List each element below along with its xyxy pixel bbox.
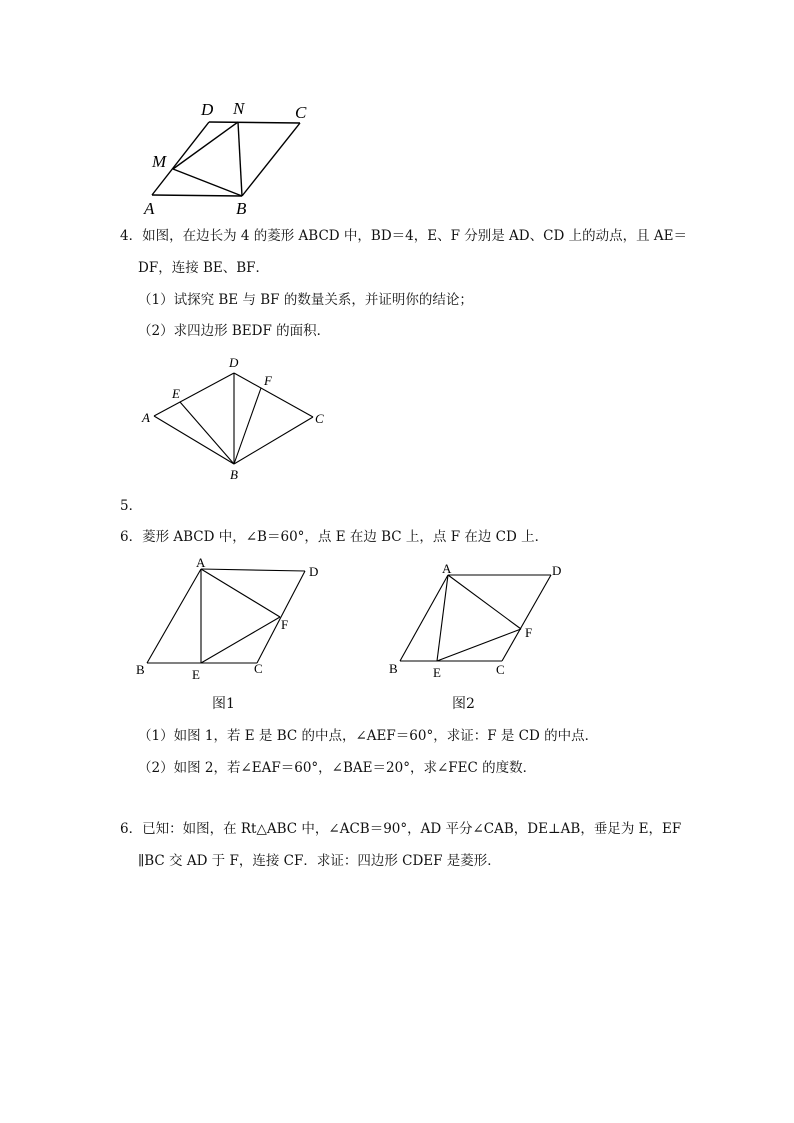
edge-CB bbox=[234, 417, 313, 464]
problem-6a-line1: 6．菱形 ABCD 中，∠B＝60°，点 E 在边 BC 上，点 F 在边 CD 上． bbox=[120, 529, 549, 545]
edge-AD bbox=[154, 373, 234, 416]
segment-AF bbox=[448, 575, 521, 629]
segment-NB bbox=[238, 122, 242, 196]
label-E: E bbox=[192, 667, 200, 680]
segment-EF bbox=[201, 617, 280, 663]
label-C: C bbox=[315, 411, 324, 426]
label-D: D bbox=[201, 100, 214, 119]
problem-4-line1: 4．如图，在边长为 4 的菱形 ABCD 中，BD＝4，E、F 分别是 AD、CD 上的动点，且 AE＝ bbox=[120, 228, 687, 244]
edge-DC bbox=[234, 373, 313, 417]
problem-4-part1: （1）试探究 BE 与 BF 的数量关系，并证明你的结论； bbox=[138, 292, 473, 308]
segment-AE bbox=[437, 575, 448, 661]
segment-BF bbox=[234, 388, 261, 464]
label-E: E bbox=[172, 386, 180, 401]
edge-AB bbox=[152, 195, 242, 196]
label-E: E bbox=[433, 665, 441, 680]
segment-MN bbox=[173, 122, 238, 169]
label-D: D bbox=[309, 564, 319, 579]
label-M: M bbox=[152, 152, 167, 171]
edge-AB bbox=[147, 569, 201, 663]
problem-6b-line2: ∥BC 交 AD 于 F，连接 CF．求证：四边形 CDEF 是菱形． bbox=[138, 853, 501, 869]
figure-6a-fig2 bbox=[380, 560, 580, 685]
edge-AB bbox=[400, 575, 448, 661]
label-B: B bbox=[136, 662, 145, 677]
problem-6a-part1: （1）如图 1，若 E 是 BC 的中点，∠AEF＝60°，求证：F 是 CD 的中点． bbox=[138, 728, 599, 744]
edge-CD bbox=[502, 575, 551, 661]
label-A: A bbox=[442, 561, 452, 576]
segment-BE bbox=[180, 402, 234, 464]
edge-BC bbox=[242, 123, 300, 196]
edge-DA bbox=[201, 569, 305, 571]
label-B: B bbox=[389, 661, 398, 676]
label-D: D bbox=[229, 355, 239, 370]
label-A: A bbox=[144, 199, 155, 218]
edge-CD bbox=[209, 122, 300, 123]
figure-problem4-rhombus bbox=[135, 350, 335, 485]
label-A: A bbox=[142, 410, 150, 425]
figure-top-parallelogram bbox=[130, 92, 330, 222]
label-B: B bbox=[230, 467, 238, 482]
label-B: B bbox=[236, 199, 247, 218]
label-N: N bbox=[233, 99, 245, 118]
problem-6b-line1: 6．已知：如图，在 Rt△ABC 中，∠ACB＝90°，AD 平分∠CAB，DE⊥AB，垂足为 E，EF bbox=[120, 821, 682, 837]
figure-2-caption: 图2 bbox=[452, 696, 475, 712]
segment-MB bbox=[173, 169, 242, 196]
label-F: F bbox=[281, 617, 289, 632]
label-F: F bbox=[525, 625, 533, 640]
label-C: C bbox=[295, 103, 307, 122]
figure-1-caption: 图1 bbox=[212, 696, 235, 712]
label-C: C bbox=[254, 661, 263, 676]
problem-5-number: 5． bbox=[120, 498, 143, 514]
edge-BA bbox=[154, 416, 234, 464]
figure-6a-fig1 bbox=[130, 555, 330, 680]
segment-EF bbox=[437, 629, 521, 661]
label-C: C bbox=[496, 662, 505, 677]
problem-4-line2: DF，连接 BE、BF． bbox=[138, 260, 270, 276]
label-A: A bbox=[196, 555, 206, 570]
problem-6a-part2: （2）如图 2，若∠EAF＝60°，∠BAE＝20°，求∠FEC 的度数． bbox=[138, 760, 537, 776]
label-F: F bbox=[264, 373, 272, 388]
segment-AF bbox=[201, 569, 280, 617]
problem-4-part2: （2）求四边形 BEDF 的面积． bbox=[138, 323, 331, 339]
label-D: D bbox=[552, 563, 562, 578]
